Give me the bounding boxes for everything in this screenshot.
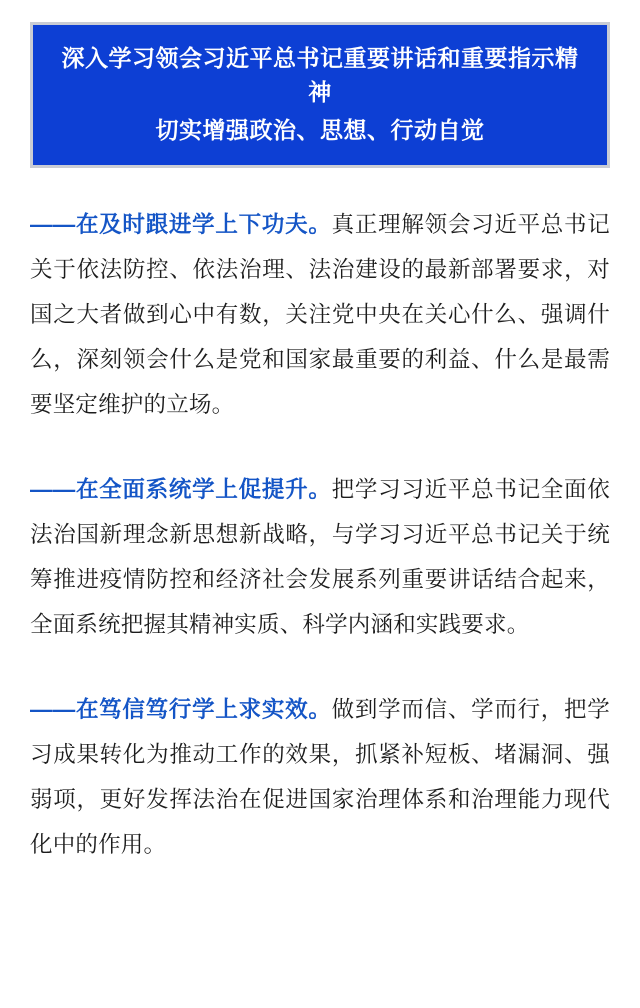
banner-title-line-2: 切实增强政治、思想、行动自觉 <box>155 117 485 143</box>
paragraph-1-text: 真正理解领会习近平总书记关于依法防控、依法治理、法治建设的最新部署要求，对国之大者做到心中有数，关注党中央在关心什么、强调什么，深刻领会什么是党和国家最重要的利益、什么是最需要坚定维护的立场。 <box>30 212 610 417</box>
paragraph-2 <box>30 467 610 647</box>
paragraph-3-text: 做到学而信、学而行，把学习成果转化为推动工作的效果，抓紧补短板、堵漏洞、强弱项，更好发挥法治在促进国家治理体系和治理能力现代化中的作用。 <box>30 697 610 857</box>
paragraph-3-lead: ——在笃信笃行学上求实效。 <box>30 697 332 722</box>
paragraph-2-lead: ——在全面系统学上促提升。 <box>30 477 332 502</box>
paragraph-2-text: 把学习习近平总书记全面依法治国新理念新思想新战略，与学习习近平总书记关于统筹推进疫情防控和经济社会发展系列重要讲话结合起来，全面系统把握其精神实质、科学内涵和实践要求。 <box>30 477 610 637</box>
banner-title-line-1: 深入学习领会习近平总书记重要讲话和重要指示精神 <box>61 45 579 105</box>
paragraph-1-lead: ——在及时跟进学上下功夫。 <box>30 212 332 237</box>
title-banner <box>30 22 610 168</box>
paragraph-3 <box>30 687 610 867</box>
paragraph-1 <box>30 202 610 427</box>
